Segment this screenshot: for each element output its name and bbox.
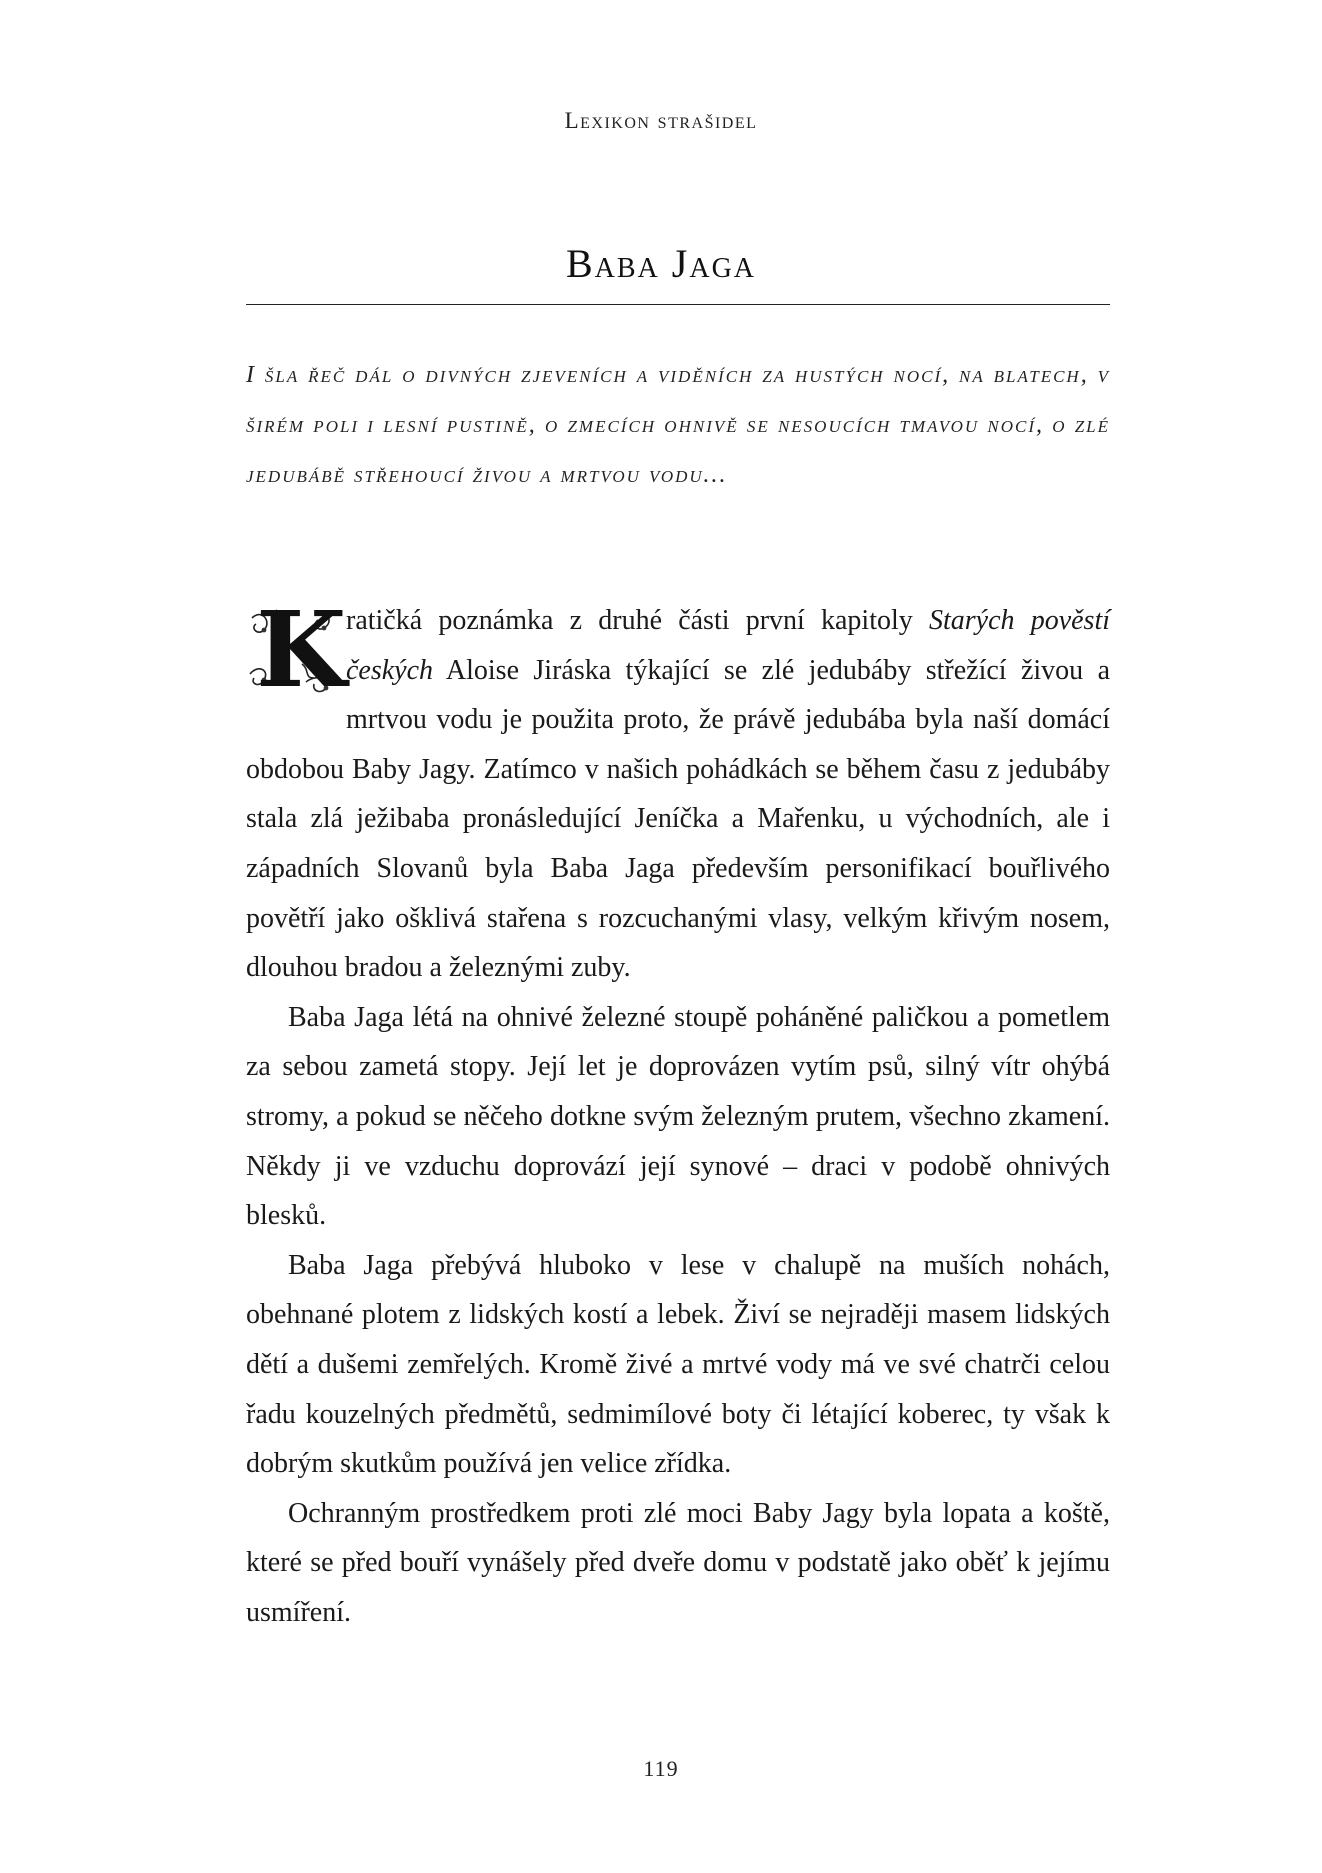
book-title-italic: Starých pověstí českých	[346, 605, 1111, 686]
page-number: 119	[643, 1756, 679, 1781]
body-text	[246, 588, 1111, 1637]
paragraph-1-text-b: Aloise Jiráska týkající se zlé jedubáby střežící živou a mrtvou vodu je použita proto, že právě jedubába byla naší domácí obdobou Baby Jagy. Zatímco v našich pohádkách se během času z jedubáby stala zlá ježibaba pronásledující Jeníčka a Mařenku, u východních, ale i západních Slovanů byla Baba Jaga především personifikací bouřlivého povětří jako ošklivá stařena s rozcuchanými vlasy, velkým křivým nosem, dlouhou bradou a železnými zuby.	[246, 654, 1110, 984]
epigraph: I šla řeč dál o divných zjeveních a viděních za hustých nocí, na blatech, v širém poli i lesní pustině, o zmecích ohnivě se nesoucích tmavou nocí, o zlé jedubábě střehoucí živou a mrtvou vodu…	[246, 362, 1110, 488]
paragraph-1-text-a: ratičká poznámka z druhé části první kapitoly	[346, 605, 929, 636]
dropcap-letter: K	[256, 588, 347, 711]
paragraph-3: Baba Jaga přebývá hluboko v lese v chalupě na muších nohách, obehnané plotem z lidských kostí a lebek. Živí se nejraději masem lidských dětí a dušemi zemřelých. Kromě živé a mrtvé vody má ve své chatrči celou řadu kouzelných předmětů, sedmimílové boty či létající koberec, ty však k dobrým skutkům používá jen velice zřídka.	[246, 1249, 1110, 1480]
chapter-title: Baba Jaga	[565, 241, 757, 286]
paragraph-1	[246, 588, 1111, 993]
paragraph-4: Ochranným prostředkem proti zlé moci Baby Jagy byla lopata a koště, které se před bouří vynášely před dveře domu v podstatě jako oběť k jejímu usmíření.	[246, 1497, 1110, 1628]
ornamental-dropcap	[246, 588, 347, 711]
title-rule	[246, 304, 1110, 305]
paragraph-2: Baba Jaga létá na ohnivé železné stoupě poháněné paličkou a pometlem za sebou zametá stopy. Její let je doprovázen vytím psů, silný vítr ohýbá stromy, a pokud se něčeho dotkne svým železným prutem, všechno zkamení. Někdy ji ve vzduchu doprovází její synové – draci v podobě ohnivých blesků.	[246, 1001, 1110, 1232]
running-head: Lexikon strašidel	[564, 108, 758, 133]
